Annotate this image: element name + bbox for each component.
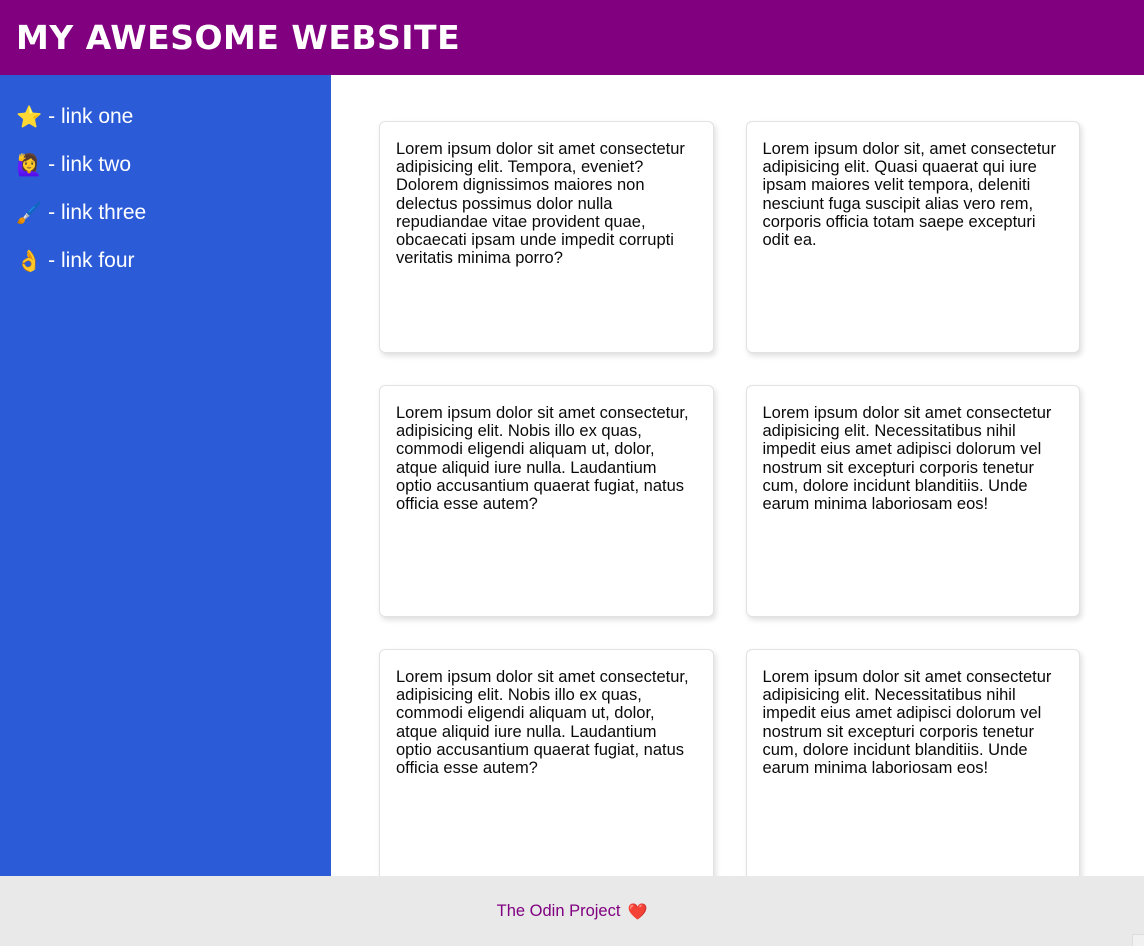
star-icon: ⭐ [16, 105, 43, 129]
content-card [746, 649, 1081, 881]
sidebar-item-link-four[interactable] [0, 237, 331, 285]
sidebar-item-link-one[interactable] [0, 93, 331, 141]
sidebar-item-label: - link three [48, 201, 147, 224]
content-card [379, 385, 714, 617]
main-content [331, 75, 1144, 876]
scrollbar-corner [1132, 934, 1144, 946]
site-footer [0, 876, 1144, 946]
content-card [379, 649, 714, 881]
card-text: Lorem ipsum dolor sit amet consectetur adipisicing elit. Necessitatibus nihil impedit eius amet adipisci dolorum vel nostrum sit excepturi corporis tenetur cum, dolore incidunt blanditiis. Unde earum minima laboriosam eos! [762, 668, 1052, 778]
sidebar-item-link-two[interactable] [0, 141, 331, 189]
site-header [0, 0, 1144, 75]
card-text: Lorem ipsum dolor sit amet consectetur adipisicing elit. Tempora, eveniet? Dolorem dignissimos maiores non delectus possimus dolor nulla repudiandae vitae provident quae, obcaecati ipsam unde impedit corrupti veritatis minima porro? [396, 140, 685, 268]
content-card [746, 385, 1081, 617]
card-text: Lorem ipsum dolor sit, amet consectetur adipisicing elit. Quasi quaerat qui iure ipsam maiores velit tempora, deleniti nesciunt fuga suscipit alias vero rem, corporis officia totam saepe excepturi odit ea. [762, 140, 1056, 250]
content-card [746, 121, 1081, 353]
sidebar-item-label: - link two [48, 153, 132, 176]
card-text: Lorem ipsum dolor sit amet consectetur adipisicing elit. Necessitatibus nihil impedit eius amet adipisci dolorum vel nostrum sit excepturi corporis tenetur cum, dolore incidunt blanditiis. Unde earum minima laboriosam eos! [762, 404, 1052, 514]
card-grid [379, 121, 1080, 881]
card-text: Lorem ipsum dolor sit amet consectetur, adipisicing elit. Nobis illo ex quas, commodi eligendi aliquam ut, dolor, atque aliquid iure nulla. Laudantium optio accusantium quaerat fugiat, natus officia esse autem? [396, 668, 689, 778]
sidebar-item-label: - link one [48, 105, 134, 128]
content-card [379, 121, 714, 353]
footer-link[interactable]: The Odin Project [496, 901, 621, 920]
content-area [0, 75, 1144, 876]
woman-raising-hand-icon: 🙋‍♀️ [16, 153, 43, 177]
ok-hand-icon: 👌 [16, 249, 43, 273]
paintbrush-icon: 🖌️ [16, 201, 43, 225]
page-title: MY AWESOME WEBSITE [16, 18, 461, 57]
heart-icon: ❤️ [627, 901, 648, 921]
sidebar-nav [0, 75, 331, 876]
sidebar-item-link-three[interactable] [0, 189, 331, 237]
card-text: Lorem ipsum dolor sit amet consectetur, adipisicing elit. Nobis illo ex quas, commodi eligendi aliquam ut, dolor, atque aliquid iure nulla. Laudantium optio accusantium quaerat fugiat, natus officia esse autem? [396, 404, 689, 514]
sidebar-item-label: - link four [48, 249, 135, 272]
